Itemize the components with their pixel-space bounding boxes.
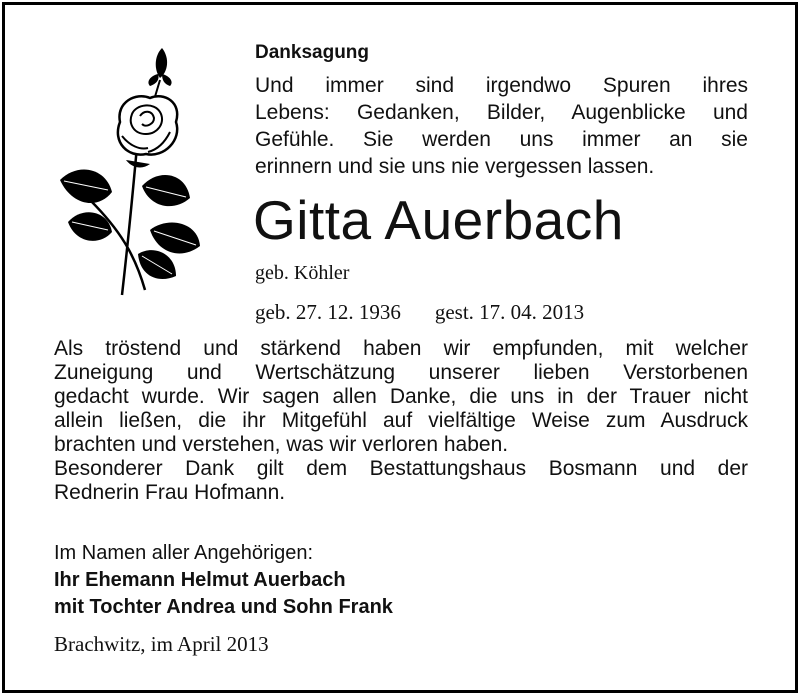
body-line: Zuneigung und Wertschätzung unserer lieben Verstorbenen [54,361,748,384]
body-line: allein ließen, die ihr Mitgefühl auf vielfältige Weise zum Ausdruck [54,409,748,432]
death-date: gest. 17. 04. 2013 [434,300,585,324]
poem [255,72,748,180]
closing-block [54,540,393,621]
poem-line: Gefühle. Sie werden uns immer an sie [255,128,748,151]
body-line: gedacht wurde. Wir sagen allen Danke, die uns in der Trauer nicht [54,385,748,408]
heading: Danksagung [255,42,370,63]
place-date: Brachwitz, im April 2013 [54,632,269,656]
poem-line: Und immer sind irgendwo Spuren ihres [255,74,748,97]
rose-icon [50,40,215,300]
body-line: Rednerin Frau Hofmann. [54,481,286,504]
birth-date: geb. 27. 12. 1936 [255,300,401,324]
thanks-text [54,337,748,505]
poem-line: erinnern und sie uns nie vergessen lassen. [255,155,655,178]
body-line: Als tröstend und stärkend haben wir empfunden, mit welcher [54,337,748,360]
deceased-name: Gitta Auerbach [253,189,624,251]
poem-line: Lebens: Gedanken, Bilder, Augenblicke und [255,101,748,124]
body-line: brachten und verstehen, was wir verloren haben. [54,433,509,456]
life-dates [255,300,584,325]
closing-intro: Im Namen aller Angehörigen: [54,542,314,564]
body-line: Besonderer Dank gilt dem Bestattungshaus Bosmann und der [54,457,748,480]
maiden-name: geb. Köhler [255,262,350,284]
signatory: Ihr Ehemann Helmut Auerbach [54,569,346,591]
signatory: mit Tochter Andrea und Sohn Frank [54,596,393,618]
